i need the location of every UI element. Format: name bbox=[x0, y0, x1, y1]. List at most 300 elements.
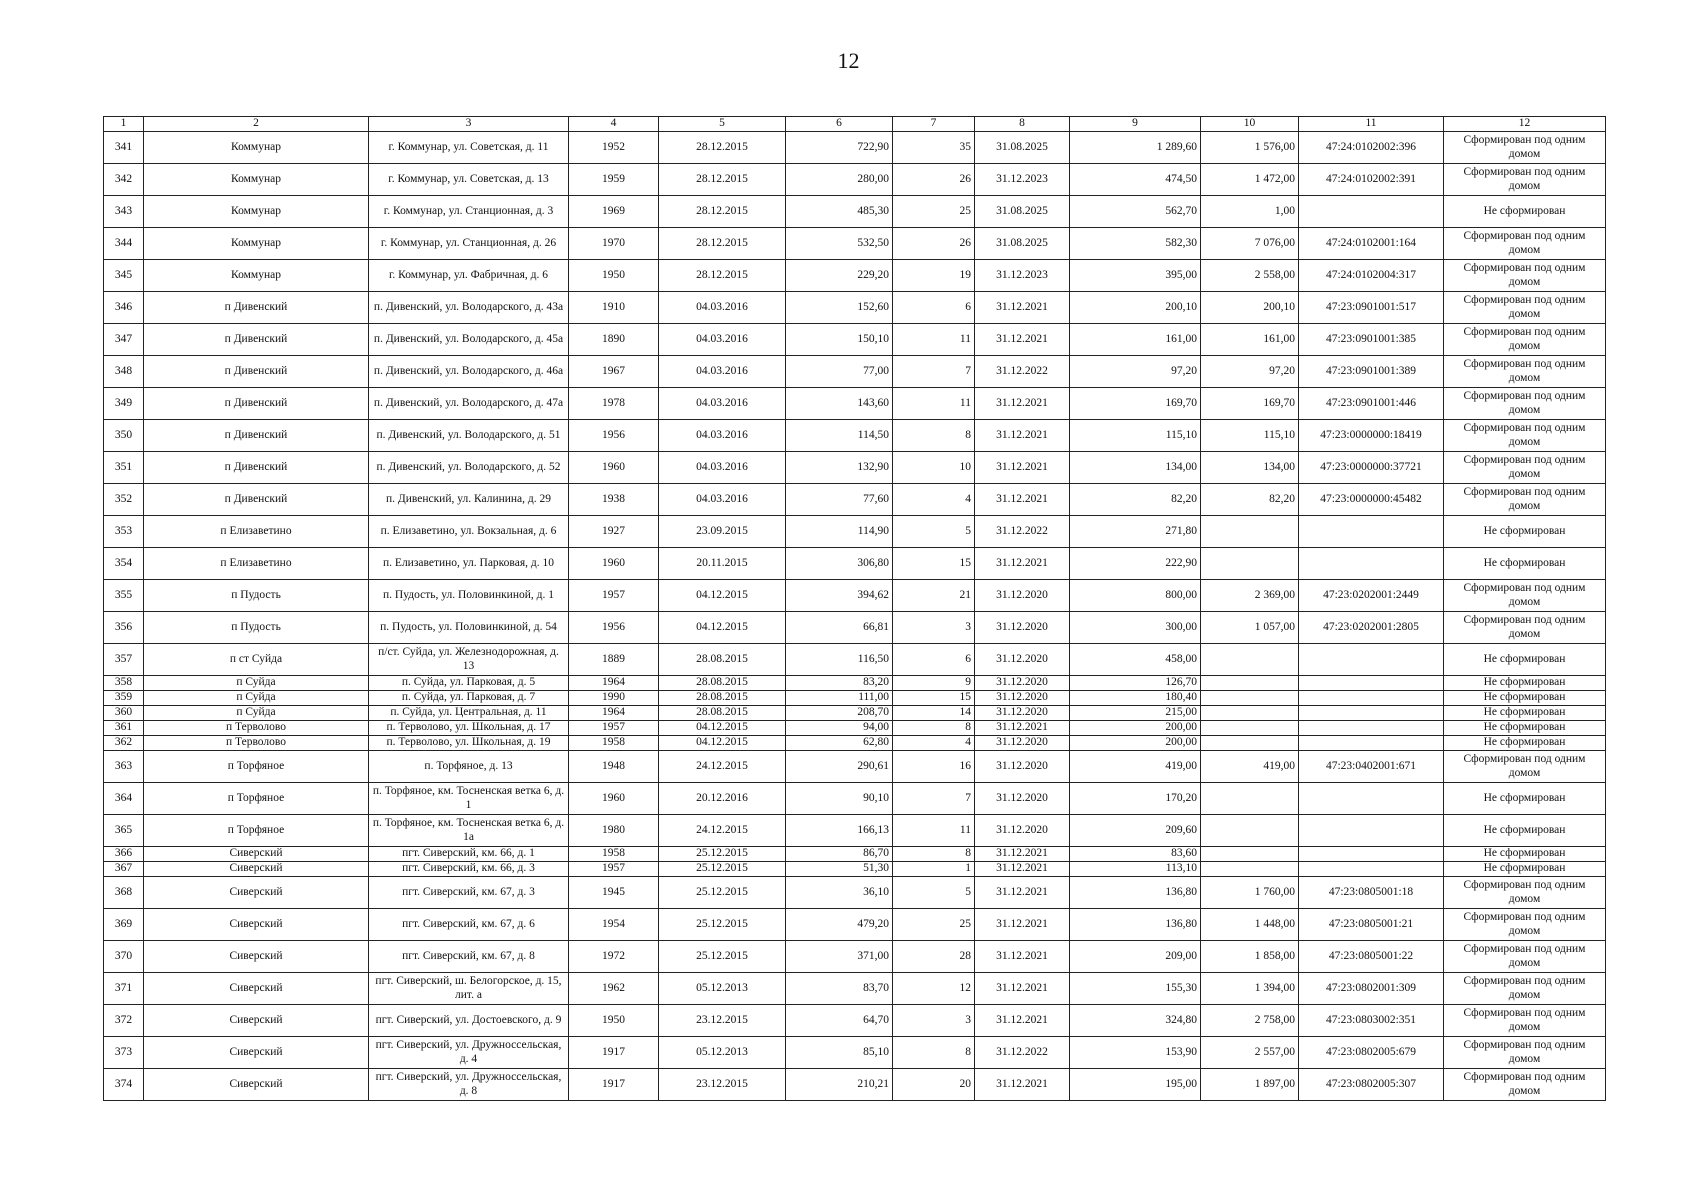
cell-address: п. Суйда, ул. Центральная, д. 11 bbox=[369, 706, 569, 721]
table-row bbox=[104, 388, 1606, 420]
cell-living-area: 215,00 bbox=[1070, 706, 1201, 721]
cell-land-status: Не сформирован bbox=[1444, 706, 1606, 721]
cell-land-status: Сформирован под одним домом bbox=[1444, 973, 1606, 1005]
cell-settlement: п Дивенский bbox=[144, 452, 369, 484]
cell-area: 86,70 bbox=[786, 847, 893, 862]
cell-relocation-date: 31.12.2021 bbox=[975, 484, 1070, 516]
cell-year-built: 1972 bbox=[569, 941, 659, 973]
table-row bbox=[104, 877, 1606, 909]
table-row bbox=[104, 548, 1606, 580]
cell-settlement: п Терволово bbox=[144, 721, 369, 736]
table-body bbox=[104, 132, 1606, 1101]
table-row bbox=[104, 1005, 1606, 1037]
cell-inspection-date: 20.12.2016 bbox=[659, 783, 786, 815]
table-row bbox=[104, 260, 1606, 292]
cell-residents: 6 bbox=[893, 644, 975, 676]
cell-relocation-date: 31.12.2021 bbox=[975, 1005, 1070, 1037]
cell-residents: 11 bbox=[893, 388, 975, 420]
cell-area: 94,00 bbox=[786, 721, 893, 736]
cell-row-number: 343 bbox=[104, 196, 144, 228]
cell-land-status: Не сформирован bbox=[1444, 736, 1606, 751]
cell-cadastral-number: 47:23:0805001:18 bbox=[1299, 877, 1444, 909]
cell-area: 132,90 bbox=[786, 452, 893, 484]
cell-area: 208,70 bbox=[786, 706, 893, 721]
cell-inspection-date: 04.03.2016 bbox=[659, 388, 786, 420]
housing-registry-table bbox=[103, 116, 1606, 1101]
column-header-4: 4 bbox=[569, 117, 659, 132]
cell-year-built: 1889 bbox=[569, 644, 659, 676]
cell-living-area: 83,60 bbox=[1070, 847, 1201, 862]
cell-cadastral-number bbox=[1299, 847, 1444, 862]
cell-land-status: Сформирован под одним домом bbox=[1444, 132, 1606, 164]
cell-year-built: 1959 bbox=[569, 164, 659, 196]
cell-year-built: 1964 bbox=[569, 676, 659, 691]
cell-inspection-date: 28.12.2015 bbox=[659, 196, 786, 228]
cell-land-area: 1 472,00 bbox=[1201, 164, 1299, 196]
cell-year-built: 1969 bbox=[569, 196, 659, 228]
cell-row-number: 348 bbox=[104, 356, 144, 388]
cell-inspection-date: 28.08.2015 bbox=[659, 706, 786, 721]
cell-relocation-date: 31.12.2021 bbox=[975, 721, 1070, 736]
cell-living-area: 113,10 bbox=[1070, 862, 1201, 877]
cell-land-area: 2 369,00 bbox=[1201, 580, 1299, 612]
column-header-2: 2 bbox=[144, 117, 369, 132]
cell-row-number: 342 bbox=[104, 164, 144, 196]
cell-living-area: 209,60 bbox=[1070, 815, 1201, 847]
cell-cadastral-number bbox=[1299, 196, 1444, 228]
cell-inspection-date: 28.08.2015 bbox=[659, 644, 786, 676]
cell-land-status: Не сформирован bbox=[1444, 691, 1606, 706]
cell-year-built: 1958 bbox=[569, 736, 659, 751]
cell-settlement: п Пудость bbox=[144, 580, 369, 612]
cell-residents: 14 bbox=[893, 706, 975, 721]
column-header-11: 11 bbox=[1299, 117, 1444, 132]
cell-settlement: п Дивенский bbox=[144, 356, 369, 388]
cell-relocation-date: 31.12.2022 bbox=[975, 356, 1070, 388]
cell-land-area: 1 858,00 bbox=[1201, 941, 1299, 973]
cell-settlement: Сиверский bbox=[144, 847, 369, 862]
table-row bbox=[104, 580, 1606, 612]
cell-residents: 15 bbox=[893, 691, 975, 706]
cell-year-built: 1957 bbox=[569, 580, 659, 612]
cell-relocation-date: 31.12.2020 bbox=[975, 691, 1070, 706]
cell-land-area: 1 394,00 bbox=[1201, 973, 1299, 1005]
cell-land-area bbox=[1201, 783, 1299, 815]
cell-row-number: 356 bbox=[104, 612, 144, 644]
cell-settlement: п Дивенский bbox=[144, 324, 369, 356]
cell-area: 229,20 bbox=[786, 260, 893, 292]
cell-area: 485,30 bbox=[786, 196, 893, 228]
cell-land-area: 97,20 bbox=[1201, 356, 1299, 388]
cell-row-number: 359 bbox=[104, 691, 144, 706]
cell-area: 85,10 bbox=[786, 1037, 893, 1069]
cell-living-area: 169,70 bbox=[1070, 388, 1201, 420]
cell-area: 114,90 bbox=[786, 516, 893, 548]
cell-area: 394,62 bbox=[786, 580, 893, 612]
cell-land-status: Сформирован под одним домом bbox=[1444, 1069, 1606, 1101]
cell-inspection-date: 28.08.2015 bbox=[659, 676, 786, 691]
column-header-10: 10 bbox=[1201, 117, 1299, 132]
cell-relocation-date: 31.12.2020 bbox=[975, 706, 1070, 721]
cell-relocation-date: 31.12.2021 bbox=[975, 324, 1070, 356]
cell-cadastral-number: 47:23:0901001:389 bbox=[1299, 356, 1444, 388]
cell-row-number: 370 bbox=[104, 941, 144, 973]
column-number-row bbox=[104, 117, 1606, 132]
cell-area: 143,60 bbox=[786, 388, 893, 420]
cell-residents: 21 bbox=[893, 580, 975, 612]
cell-relocation-date: 31.12.2021 bbox=[975, 420, 1070, 452]
cell-settlement: Коммунар bbox=[144, 260, 369, 292]
cell-inspection-date: 05.12.2013 bbox=[659, 973, 786, 1005]
table-row bbox=[104, 783, 1606, 815]
cell-area: 36,10 bbox=[786, 877, 893, 909]
cell-address: п. Суйда, ул. Парковая, д. 7 bbox=[369, 691, 569, 706]
cell-living-area: 126,70 bbox=[1070, 676, 1201, 691]
cell-land-area: 1 057,00 bbox=[1201, 612, 1299, 644]
cell-row-number: 374 bbox=[104, 1069, 144, 1101]
cell-relocation-date: 31.12.2021 bbox=[975, 973, 1070, 1005]
cell-land-area: 1,00 bbox=[1201, 196, 1299, 228]
cell-inspection-date: 04.12.2015 bbox=[659, 721, 786, 736]
cell-residents: 8 bbox=[893, 1037, 975, 1069]
cell-living-area: 800,00 bbox=[1070, 580, 1201, 612]
table-row bbox=[104, 1069, 1606, 1101]
table-row bbox=[104, 736, 1606, 751]
cell-residents: 35 bbox=[893, 132, 975, 164]
cell-inspection-date: 04.12.2015 bbox=[659, 612, 786, 644]
cell-inspection-date: 25.12.2015 bbox=[659, 862, 786, 877]
cell-land-status: Сформирован под одним домом bbox=[1444, 260, 1606, 292]
cell-land-area: 82,20 bbox=[1201, 484, 1299, 516]
cell-year-built: 1917 bbox=[569, 1069, 659, 1101]
cell-residents: 5 bbox=[893, 516, 975, 548]
cell-residents: 8 bbox=[893, 847, 975, 862]
cell-cadastral-number: 47:23:0202001:2449 bbox=[1299, 580, 1444, 612]
cell-residents: 11 bbox=[893, 815, 975, 847]
cell-residents: 4 bbox=[893, 484, 975, 516]
cell-cadastral-number bbox=[1299, 783, 1444, 815]
table-row bbox=[104, 452, 1606, 484]
cell-address: пгт. Сиверский, км. 67, д. 6 bbox=[369, 909, 569, 941]
cell-area: 210,21 bbox=[786, 1069, 893, 1101]
cell-row-number: 353 bbox=[104, 516, 144, 548]
cell-land-area: 419,00 bbox=[1201, 751, 1299, 783]
cell-land-area: 2 758,00 bbox=[1201, 1005, 1299, 1037]
cell-cadastral-number: 47:23:0802005:307 bbox=[1299, 1069, 1444, 1101]
cell-inspection-date: 04.03.2016 bbox=[659, 356, 786, 388]
cell-settlement: п Дивенский bbox=[144, 292, 369, 324]
table-row bbox=[104, 228, 1606, 260]
cell-inspection-date: 28.12.2015 bbox=[659, 260, 786, 292]
cell-row-number: 360 bbox=[104, 706, 144, 721]
cell-address: п. Елизаветино, ул. Парковая, д. 10 bbox=[369, 548, 569, 580]
cell-cadastral-number: 47:23:0805001:21 bbox=[1299, 909, 1444, 941]
cell-row-number: 352 bbox=[104, 484, 144, 516]
cell-relocation-date: 31.12.2021 bbox=[975, 847, 1070, 862]
cell-area: 290,61 bbox=[786, 751, 893, 783]
cell-inspection-date: 25.12.2015 bbox=[659, 909, 786, 941]
cell-cadastral-number bbox=[1299, 691, 1444, 706]
cell-relocation-date: 31.12.2020 bbox=[975, 815, 1070, 847]
cell-residents: 6 bbox=[893, 292, 975, 324]
cell-area: 166,13 bbox=[786, 815, 893, 847]
cell-land-area bbox=[1201, 644, 1299, 676]
cell-row-number: 358 bbox=[104, 676, 144, 691]
cell-living-area: 136,80 bbox=[1070, 877, 1201, 909]
cell-land-status: Сформирован под одним домом bbox=[1444, 751, 1606, 783]
cell-address: пгт. Сиверский, км. 66, д. 3 bbox=[369, 862, 569, 877]
cell-cadastral-number bbox=[1299, 721, 1444, 736]
cell-land-area: 169,70 bbox=[1201, 388, 1299, 420]
cell-relocation-date: 31.12.2021 bbox=[975, 452, 1070, 484]
cell-living-area: 209,00 bbox=[1070, 941, 1201, 973]
cell-land-status: Сформирован под одним домом bbox=[1444, 420, 1606, 452]
table-row bbox=[104, 484, 1606, 516]
table-header bbox=[104, 117, 1606, 132]
cell-inspection-date: 04.12.2015 bbox=[659, 580, 786, 612]
cell-year-built: 1990 bbox=[569, 691, 659, 706]
cell-area: 51,30 bbox=[786, 862, 893, 877]
cell-land-status: Не сформирован bbox=[1444, 676, 1606, 691]
cell-living-area: 300,00 bbox=[1070, 612, 1201, 644]
table-row bbox=[104, 1037, 1606, 1069]
table-row bbox=[104, 721, 1606, 736]
cell-land-status: Сформирован под одним домом bbox=[1444, 1037, 1606, 1069]
cell-living-area: 200,10 bbox=[1070, 292, 1201, 324]
cell-land-area bbox=[1201, 548, 1299, 580]
cell-inspection-date: 04.03.2016 bbox=[659, 484, 786, 516]
cell-inspection-date: 23.09.2015 bbox=[659, 516, 786, 548]
cell-land-area bbox=[1201, 706, 1299, 721]
cell-year-built: 1964 bbox=[569, 706, 659, 721]
cell-year-built: 1938 bbox=[569, 484, 659, 516]
cell-area: 479,20 bbox=[786, 909, 893, 941]
cell-row-number: 366 bbox=[104, 847, 144, 862]
cell-cadastral-number bbox=[1299, 644, 1444, 676]
cell-cadastral-number: 47:23:0901001:517 bbox=[1299, 292, 1444, 324]
cell-area: 152,60 bbox=[786, 292, 893, 324]
cell-row-number: 357 bbox=[104, 644, 144, 676]
cell-residents: 9 bbox=[893, 676, 975, 691]
cell-land-area: 1 760,00 bbox=[1201, 877, 1299, 909]
cell-inspection-date: 25.12.2015 bbox=[659, 847, 786, 862]
cell-relocation-date: 31.12.2020 bbox=[975, 644, 1070, 676]
cell-cadastral-number: 47:23:0202001:2805 bbox=[1299, 612, 1444, 644]
cell-year-built: 1956 bbox=[569, 612, 659, 644]
cell-address: пгт. Сиверский, км. 67, д. 3 bbox=[369, 877, 569, 909]
cell-year-built: 1956 bbox=[569, 420, 659, 452]
cell-cadastral-number: 47:23:0802005:679 bbox=[1299, 1037, 1444, 1069]
cell-address: пгт. Сиверский, км. 67, д. 8 bbox=[369, 941, 569, 973]
cell-inspection-date: 04.03.2016 bbox=[659, 324, 786, 356]
cell-living-area: 271,80 bbox=[1070, 516, 1201, 548]
cell-living-area: 155,30 bbox=[1070, 973, 1201, 1005]
page-number: 12 bbox=[837, 48, 860, 73]
cell-settlement: п Торфяное bbox=[144, 783, 369, 815]
cell-residents: 4 bbox=[893, 736, 975, 751]
cell-area: 532,50 bbox=[786, 228, 893, 260]
cell-address: п. Дивенский, ул. Володарского, д. 51 bbox=[369, 420, 569, 452]
table-row bbox=[104, 196, 1606, 228]
column-header-12: 12 bbox=[1444, 117, 1606, 132]
cell-residents: 16 bbox=[893, 751, 975, 783]
cell-land-status: Не сформирован bbox=[1444, 516, 1606, 548]
cell-land-area: 2 557,00 bbox=[1201, 1037, 1299, 1069]
cell-settlement: п Дивенский bbox=[144, 388, 369, 420]
cell-address: п. Торфяное, д. 13 bbox=[369, 751, 569, 783]
cell-row-number: 344 bbox=[104, 228, 144, 260]
cell-inspection-date: 28.08.2015 bbox=[659, 691, 786, 706]
cell-address: п. Терволово, ул. Школьная, д. 19 bbox=[369, 736, 569, 751]
column-header-5: 5 bbox=[659, 117, 786, 132]
cell-inspection-date: 20.11.2015 bbox=[659, 548, 786, 580]
table-row bbox=[104, 941, 1606, 973]
cell-cadastral-number: 47:23:0901001:385 bbox=[1299, 324, 1444, 356]
cell-land-area bbox=[1201, 691, 1299, 706]
cell-address: п. Торфяное, км. Тосненская ветка 6, д. 1 bbox=[369, 783, 569, 815]
cell-row-number: 373 bbox=[104, 1037, 144, 1069]
cell-land-status: Сформирован под одним домом bbox=[1444, 580, 1606, 612]
cell-address: п/ст. Суйда, ул. Железнодорожная, д. 13 bbox=[369, 644, 569, 676]
cell-address: пгт. Сиверский, км. 66, д. 1 bbox=[369, 847, 569, 862]
cell-year-built: 1962 bbox=[569, 973, 659, 1005]
cell-land-area bbox=[1201, 736, 1299, 751]
column-header-8: 8 bbox=[975, 117, 1070, 132]
cell-land-status: Сформирован под одним домом bbox=[1444, 612, 1606, 644]
cell-year-built: 1950 bbox=[569, 1005, 659, 1037]
cell-residents: 28 bbox=[893, 941, 975, 973]
table-row bbox=[104, 973, 1606, 1005]
cell-land-status: Не сформирован bbox=[1444, 721, 1606, 736]
table-row bbox=[104, 292, 1606, 324]
cell-address: пгт. Сиверский, ул. Достоевского, д. 9 bbox=[369, 1005, 569, 1037]
cell-cadastral-number: 47:24:0102002:396 bbox=[1299, 132, 1444, 164]
table-row bbox=[104, 676, 1606, 691]
cell-cadastral-number: 47:23:0805001:22 bbox=[1299, 941, 1444, 973]
cell-cadastral-number: 47:23:0000000:45482 bbox=[1299, 484, 1444, 516]
cell-area: 371,00 bbox=[786, 941, 893, 973]
cell-area: 66,81 bbox=[786, 612, 893, 644]
table-row bbox=[104, 751, 1606, 783]
cell-settlement: п Суйда bbox=[144, 706, 369, 721]
cell-area: 306,80 bbox=[786, 548, 893, 580]
cell-living-area: 1 289,60 bbox=[1070, 132, 1201, 164]
cell-inspection-date: 23.12.2015 bbox=[659, 1069, 786, 1101]
cell-land-status: Сформирован под одним домом bbox=[1444, 1005, 1606, 1037]
cell-land-status: Не сформирован bbox=[1444, 783, 1606, 815]
cell-residents: 3 bbox=[893, 612, 975, 644]
table-row bbox=[104, 356, 1606, 388]
cell-area: 722,90 bbox=[786, 132, 893, 164]
cell-settlement: п Дивенский bbox=[144, 420, 369, 452]
cell-cadastral-number: 47:23:0802001:309 bbox=[1299, 973, 1444, 1005]
cell-settlement: п Пудость bbox=[144, 612, 369, 644]
cell-relocation-date: 31.12.2022 bbox=[975, 1037, 1070, 1069]
cell-year-built: 1948 bbox=[569, 751, 659, 783]
cell-living-area: 222,90 bbox=[1070, 548, 1201, 580]
cell-settlement: п Терволово bbox=[144, 736, 369, 751]
cell-address: п. Дивенский, ул. Володарского, д. 52 bbox=[369, 452, 569, 484]
cell-residents: 19 bbox=[893, 260, 975, 292]
cell-row-number: 368 bbox=[104, 877, 144, 909]
cell-land-status: Сформирован под одним домом bbox=[1444, 877, 1606, 909]
cell-year-built: 1917 bbox=[569, 1037, 659, 1069]
cell-inspection-date: 04.12.2015 bbox=[659, 736, 786, 751]
cell-address: пгт. Сиверский, ул. Дружноссельская, д. 8 bbox=[369, 1069, 569, 1101]
table-row bbox=[104, 516, 1606, 548]
column-header-9: 9 bbox=[1070, 117, 1201, 132]
cell-land-status: Сформирован под одним домом bbox=[1444, 228, 1606, 260]
cell-address: п. Торфяное, км. Тосненская ветка 6, д. 1а bbox=[369, 815, 569, 847]
cell-year-built: 1960 bbox=[569, 783, 659, 815]
cell-living-area: 195,00 bbox=[1070, 1069, 1201, 1101]
cell-row-number: 345 bbox=[104, 260, 144, 292]
cell-row-number: 355 bbox=[104, 580, 144, 612]
cell-relocation-date: 31.12.2020 bbox=[975, 783, 1070, 815]
table-row bbox=[104, 691, 1606, 706]
cell-residents: 25 bbox=[893, 196, 975, 228]
column-header-6: 6 bbox=[786, 117, 893, 132]
table-row bbox=[104, 612, 1606, 644]
cell-residents: 3 bbox=[893, 1005, 975, 1037]
cell-land-status: Не сформирован bbox=[1444, 644, 1606, 676]
table-row bbox=[104, 164, 1606, 196]
cell-address: г. Коммунар, ул. Станционная, д. 26 bbox=[369, 228, 569, 260]
cell-cadastral-number bbox=[1299, 815, 1444, 847]
cell-cadastral-number: 47:24:0102001:164 bbox=[1299, 228, 1444, 260]
cell-relocation-date: 31.12.2020 bbox=[975, 751, 1070, 783]
cell-area: 77,00 bbox=[786, 356, 893, 388]
cell-year-built: 1978 bbox=[569, 388, 659, 420]
cell-land-area: 1 448,00 bbox=[1201, 909, 1299, 941]
cell-living-area: 115,10 bbox=[1070, 420, 1201, 452]
cell-relocation-date: 31.12.2021 bbox=[975, 877, 1070, 909]
cell-address: п. Елизаветино, ул. Вокзальная, д. 6 bbox=[369, 516, 569, 548]
cell-land-status: Сформирован под одним домом bbox=[1444, 164, 1606, 196]
cell-residents: 11 bbox=[893, 324, 975, 356]
cell-year-built: 1960 bbox=[569, 452, 659, 484]
cell-inspection-date: 04.03.2016 bbox=[659, 420, 786, 452]
cell-living-area: 562,70 bbox=[1070, 196, 1201, 228]
table-row bbox=[104, 815, 1606, 847]
cell-year-built: 1952 bbox=[569, 132, 659, 164]
cell-land-area: 2 558,00 bbox=[1201, 260, 1299, 292]
cell-relocation-date: 31.08.2025 bbox=[975, 228, 1070, 260]
cell-address: г. Коммунар, ул. Советская, д. 11 bbox=[369, 132, 569, 164]
cell-cadastral-number: 47:24:0102004:317 bbox=[1299, 260, 1444, 292]
cell-address: п. Терволово, ул. Школьная, д. 17 bbox=[369, 721, 569, 736]
cell-cadastral-number: 47:23:0000000:37721 bbox=[1299, 452, 1444, 484]
cell-year-built: 1970 bbox=[569, 228, 659, 260]
cell-cadastral-number: 47:23:0000000:18419 bbox=[1299, 420, 1444, 452]
cell-year-built: 1890 bbox=[569, 324, 659, 356]
cell-living-area: 200,00 bbox=[1070, 721, 1201, 736]
cell-land-area: 161,00 bbox=[1201, 324, 1299, 356]
cell-address: п. Дивенский, ул. Володарского, д. 43а bbox=[369, 292, 569, 324]
cell-relocation-date: 31.12.2020 bbox=[975, 580, 1070, 612]
cell-residents: 15 bbox=[893, 548, 975, 580]
cell-area: 90,10 bbox=[786, 783, 893, 815]
cell-row-number: 369 bbox=[104, 909, 144, 941]
cell-land-status: Сформирован под одним домом bbox=[1444, 484, 1606, 516]
cell-cadastral-number bbox=[1299, 516, 1444, 548]
cell-cadastral-number bbox=[1299, 676, 1444, 691]
cell-settlement: п Торфяное bbox=[144, 815, 369, 847]
cell-settlement: п Дивенский bbox=[144, 484, 369, 516]
cell-land-area bbox=[1201, 676, 1299, 691]
table-row bbox=[104, 420, 1606, 452]
cell-inspection-date: 04.03.2016 bbox=[659, 452, 786, 484]
